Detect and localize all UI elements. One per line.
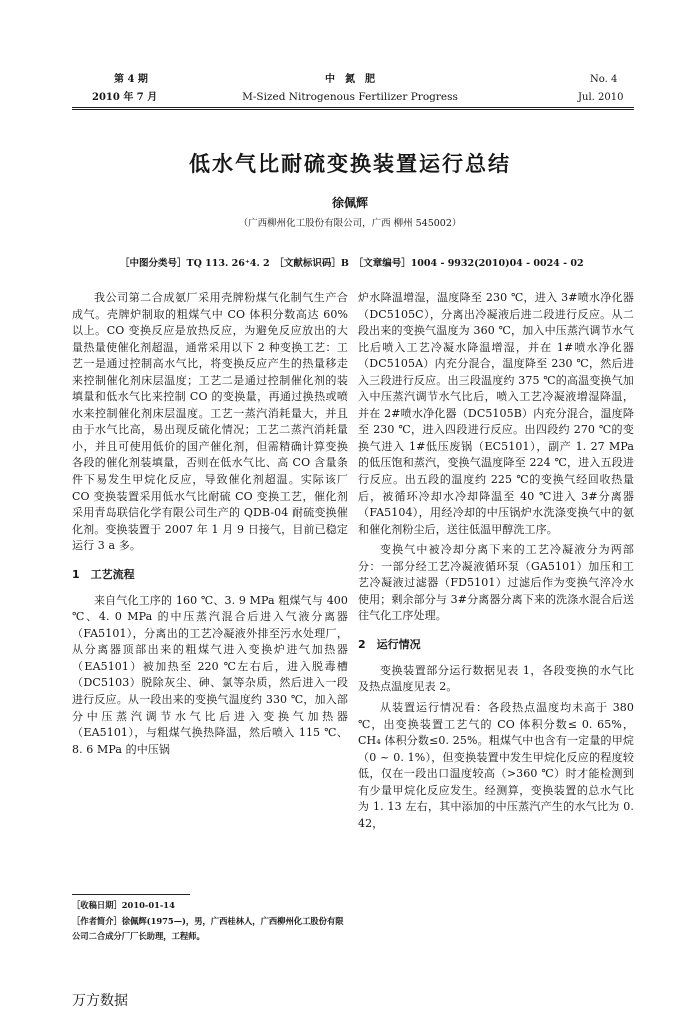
header-rule-2 xyxy=(72,109,634,110)
issue-number-en: No. 4 xyxy=(590,74,618,85)
author-affiliation: （广西柳州化工股份有限公司，广西 柳州 545002） xyxy=(238,218,462,229)
author-name: 徐佩辉 xyxy=(331,196,368,210)
footnote-rule xyxy=(72,894,190,895)
journal-name-cn: 中 氮 肥 xyxy=(325,74,375,85)
process-continuation-paragraph: 炉水降温增湿，温度降至 230 ℃，进入 3#喷水净化器（DC5105C），分离出冷凝液后进二段进行反应。从二段出来的变换气温度为 360 ℃，加入中压蒸汽调节水气比后喷入工艺冷凝水降温增湿，并在 1#喷水净化器（DC5105A）内充分混合，温度降至 230 ℃，然后进入三段进行反应。出三段温度约 375 ℃的高温变换气加入中压蒸汽调节水气比后，喷入工艺冷凝液增湿降温，并在 2#喷水净化器（DC5105B）内充分混合，温度降至 230 ℃，进入四段进行反应。出四段约 270 ℃的变换气进入 1#低压废锅（EC5101），副产 1. 27 MPa 的低压饱和蒸汽，变换气温度降至 224 ℃，进入五段进行反应。出五段的温度约 225 ℃的变换气经回收热量后，被循环冷却水冷却降温至 40 ℃进入 3#分离器（FA5104），用经冷却的中压锅炉水洗涤变换气中的氨和催化剂粉尘后，送往低温甲醇洗工序。 xyxy=(358,291,634,536)
intro-paragraph: 我公司第二合成氨厂采用壳牌粉煤气化制气生产合成气。壳牌炉制取的粗煤气中 CO 体积分数高达 60% 以上。CO 变换反应是放热反应，为避免反应放出的大量热量使催化剂超温，通常采用以下 2 种变换工艺：工艺一是通过控制高水气比，将变换反应产生的热量移走来控制催化剂床层温度；工艺二是通过控制催化剂的装填量和低水气比来控制 CO 的变换量，再通过换热或喷水来控制催化剂床层温度。工艺一蒸汽消耗量大，并且由于水气比高，易出现反硫化情况；工艺二蒸汽消耗量小，并且可使用低价的国产催化剂，但需精确计算变换各段的催化剂装填量，否则在低水气比、高 CO 含量条件下易发生甲烷化反应，导致催化剂超温。实际该厂 CO 变换装置采用低水气比耐硫 CO 变换工艺，催化剂采用青岛联信化学有限公司生产的 QDB-04 耐硫变换催化剂。变换装置于 2007 年 1 月 9 日接气，目前已稳定运行 3 a 多。 xyxy=(72,291,348,553)
received-date: ［收稿日期］2010-01-14 xyxy=(72,900,175,910)
issue-date-cn: 2010 年 7 月 xyxy=(92,92,158,103)
header-rule xyxy=(72,107,634,108)
right-column xyxy=(358,290,634,832)
journal-name-en: M-Sized Nitrogenous Fertilizer Progress xyxy=(242,91,458,103)
section-1-heading: 1 工艺流程 xyxy=(72,567,135,581)
condensate-paragraph: 变换气中被冷却分离下来的工艺冷凝液分为两部分：一部分经工艺冷凝液循环泵（GA5101）加压和工艺冷凝液过滤器（FD5101）过滤后作为变换气淬冷水使用；剩余部分与 3#分离器分离下来的洗涤水混合后送往气化工序处理。 xyxy=(358,543,634,623)
issue-number-cn: 第 4 期 xyxy=(114,74,148,85)
article-title: 低水气比耐硫变换装置运行总结 xyxy=(189,152,511,176)
table-reference-paragraph: 变换装置部分运行数据见表 1，各段变换的水气比及热点温度见表 2。 xyxy=(358,663,634,694)
watermark: 万方数据 xyxy=(72,993,128,1009)
section-2-heading: 2 运行情况 xyxy=(358,637,421,651)
operation-analysis-paragraph: 从装置运行情况看：各段热点温度均未高于 380 ℃，出变换装置工艺气的 CO 体积分数≤ 0. 65%，CH₄ 体积分数≤0. 25%。粗煤气中也含有一定量的甲烷（0 ~ 0. 1%），但变换装置中发生甲烷化反应的程度较低，仅在一段出口温度较高（>360 ℃）时才能检测到有少量甲烷化反应发生。经测算，变换装置的总水气比为 1. 13 左右，其中添加的中压蒸汽产生的水气比为 0. 42， xyxy=(358,701,634,830)
author-bio: ［作者简介］徐佩辉(1975—)，男，广西桂林人，广西柳州化工股份有限公司二合成分厂厂长助理，工程师。 xyxy=(72,916,344,941)
section-1-paragraph: 来自气化工序的 160 ℃、3. 9 MPa 粗煤气与 400 ℃、4. 0 MPa 的中压蒸汽混合后进入气液分离器（FA5101），分离出的工艺冷凝液外排至污水处理厂，从分离器顶部出来的粗煤气进入变换炉进气加热器（EA5101）被加热至 220 ℃左右后，进入脱毒槽（DC5103）脱除灰尘、砷、氯等杂质，然后进入一段进行反应。从一段出来的变换气温度约 330 ℃，加入部分中压蒸汽调节水气比后进入变换气加热器（EA5101），与粗煤气换热降温，然后喷入 115 ℃、8. 6 MPa 的中压锅 xyxy=(72,593,348,756)
left-column xyxy=(72,290,348,758)
classification-line: ［中图分类号］TQ 113. 26⁺4. 2 ［文献标识码］B ［文章编号］1004 - 9932(2010)04 - 0024 - 02 xyxy=(120,258,584,269)
issue-date-en: Jul. 2010 xyxy=(578,92,624,103)
